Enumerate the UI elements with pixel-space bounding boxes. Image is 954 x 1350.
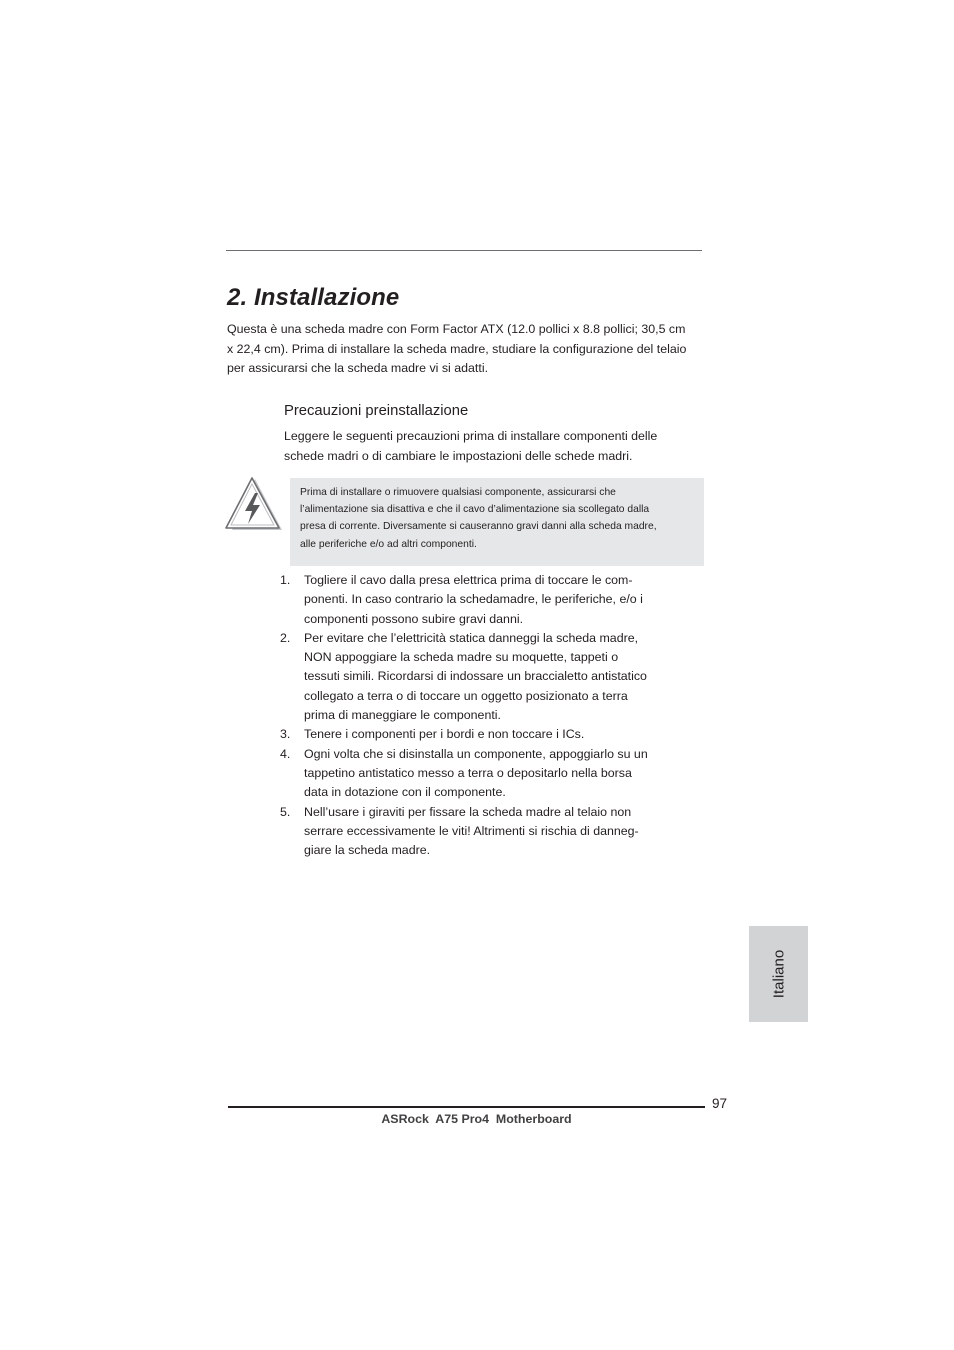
step-line: Tenere i componenti per i bordi e non toccare i ICs. (304, 727, 585, 742)
warning-line: alle periferiche e/o ad altri componenti. (300, 538, 477, 550)
step-line: Nell’usare i giraviti per fissare la scheda madre al telaio non (304, 804, 632, 819)
step-line: tessuti simili. Ricordarsi di indossare un braccialetto antistatico (304, 669, 647, 684)
list-item (280, 745, 680, 803)
list-item (280, 725, 680, 744)
step-line: NON appoggiare la scheda madre su moquette, tappeti o (304, 650, 619, 665)
warning-lightning-icon (224, 476, 284, 532)
step-number: 3. (280, 727, 291, 742)
warning-line: l’alimentazione sia disattiva e che il cavo d’alimentazione sia scollegato dalla (300, 504, 650, 516)
step-line: ponenti. In caso contrario la schedamadre, le periferiche, e/o i (304, 592, 643, 607)
step-number: 4. (280, 746, 291, 761)
step-number: 5. (280, 804, 291, 819)
step-line: giare la scheda madre. (304, 843, 431, 858)
intro-line: Questa è una scheda madre con Form Factor ATX (12.0 pollici x 8.8 pollici; 30,5 cm (227, 322, 686, 336)
footer-title: ASRock A75 Pro4 Motherboard (381, 1112, 572, 1126)
step-line: serrare eccessivamente le viti! Altrimenti si rischia di danneg- (304, 823, 639, 838)
precautions-line: schede madri o di cambiare le impostazioni delle schede madri. (284, 448, 633, 463)
section-title: 2. Installazione (227, 284, 400, 311)
step-line: Per evitare che l’elettricità statica danneggi la scheda madre, (304, 630, 639, 645)
step-line: tappetino antistatico messo a terra o depositarlo nella borsa (304, 765, 632, 780)
page-number: 97 (712, 1096, 728, 1111)
intro-line: per assicurarsi che la scheda madre vi si adatti. (227, 361, 489, 375)
step-number: 2. (280, 630, 291, 645)
step-line: prima di maneggiare le componenti. (304, 708, 501, 723)
step-number: 1. (280, 573, 291, 587)
list-item (280, 571, 680, 629)
list-item (280, 803, 680, 861)
warning-text (300, 484, 700, 553)
footer-rule (228, 1106, 705, 1108)
language-label: Italiano (770, 949, 787, 999)
list-item (280, 629, 680, 725)
intro-paragraph (227, 320, 707, 379)
language-tab (749, 926, 808, 1022)
warning-line: Prima di installare o rimuovere qualsiasi componente, assicurarsi che (300, 487, 616, 498)
precautions-heading: Precauzioni preinstallazione (284, 403, 469, 419)
step-line: Ogni volta che si disinstalla un componente, appoggiarlo su un (304, 746, 648, 761)
step-line: collegato a terra o di toccare un oggetto posizionato a terra (304, 688, 628, 703)
precautions-body (284, 427, 704, 466)
step-line: componenti possono subire gravi danni. (304, 611, 524, 626)
precautions-line: Leggere le seguenti precauzioni prima di installare componenti delle (284, 429, 658, 443)
precaution-steps-list (280, 571, 680, 860)
warning-line: presa di corrente. Diversamente si causeranno gravi danni alla scheda madre, (300, 521, 657, 533)
step-line: Togliere il cavo dalla presa elettrica prima di toccare le com- (304, 573, 633, 587)
intro-line: x 22,4 cm). Prima di installare la scheda madre, studiare la configurazione del telaio (227, 341, 687, 356)
warning-note (290, 478, 704, 566)
top-rule (226, 250, 702, 251)
step-line: data in dotazione con il componente. (304, 785, 506, 800)
